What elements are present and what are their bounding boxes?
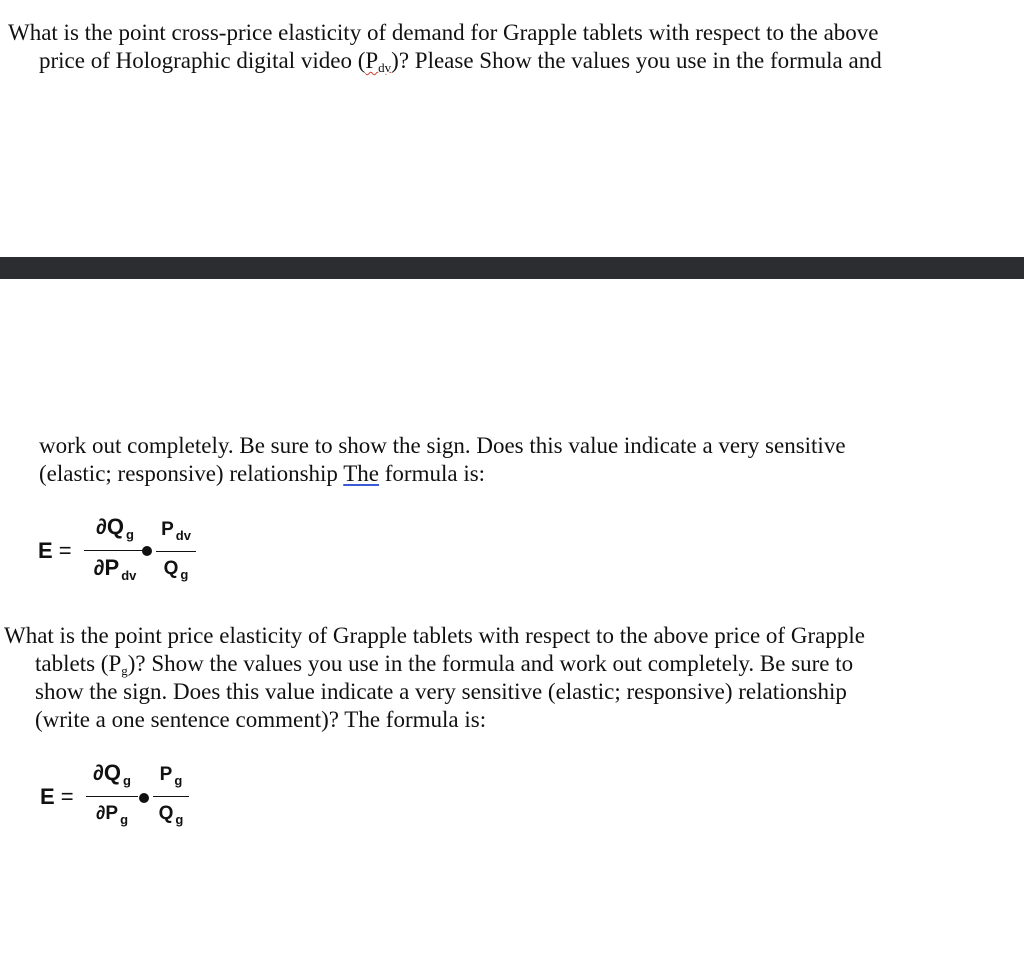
formula-1-ratio-denominator: Q $_g$ <box>163 558 189 582</box>
the-underlined-word: The <box>343 461 380 486</box>
formula-2-ratio-fraction <box>153 762 189 833</box>
formula-2-derivative-denominator: ∂P $_g$ <box>95 803 129 827</box>
formula-1-derivative-numerator: ∂Q $_g$ <box>84 514 146 551</box>
question-2-line-2-post: )? Show the values you use in the formula and work out completely. Be sure to <box>127 651 854 676</box>
question-2-line-3: show the sign. Does this value indicate a very sensitive (elastic; responsive) relationship <box>35 679 847 704</box>
formula-2-derivative-numerator: ∂Q $_g$ <box>86 760 138 797</box>
multiply-dot-icon <box>142 546 152 556</box>
question-1-line-1: What is the point cross-price elasticity of demand for Grapple tablets with respect to the above <box>8 20 879 45</box>
price-elasticity-formula <box>40 758 210 838</box>
question-1-cont-line-1: work out completely. Be sure to show the sign. Does this value indicate a very sensitive <box>39 433 846 458</box>
question-1-line-2-pre: price of Holographic digital video ( <box>39 48 366 73</box>
question-1-text <box>8 19 1024 75</box>
page-break-divider <box>0 257 1024 279</box>
formula-2-derivative-fraction <box>86 760 138 833</box>
question-1-line-2-post: )? Please Show the values you use in the formula and <box>391 48 882 73</box>
formula-2-ratio-numerator: P $_g$ <box>153 762 189 797</box>
p-g-symbol: $P_g$ <box>108 651 128 678</box>
question-2-line-4: (write a one sentence comment)? The formula is: <box>35 707 487 732</box>
question-2-text <box>4 622 1024 734</box>
question-1-cont-line-2-pre: (elastic; responsive) relationship <box>39 461 344 486</box>
formula-2-lhs: E = <box>40 784 74 809</box>
formula-1-lhs: E = <box>38 538 72 563</box>
formula-1-ratio-fraction <box>156 517 196 588</box>
cross-price-elasticity-formula <box>38 514 218 594</box>
formula-2-ratio-denominator: Q $_g$ <box>158 803 184 827</box>
p-dv-symbol: $P_{dv}$ <box>365 48 392 75</box>
question-1-cont-line-2-post: formula is: <box>379 461 486 486</box>
multiply-dot-icon <box>139 793 149 803</box>
question-2-line-1: What is the point price elasticity of Grapple tablets with respect to the above price of Grapple <box>4 623 865 648</box>
question-2-line-2-pre: tablets ( <box>35 651 109 676</box>
question-1-continuation <box>39 432 1009 488</box>
formula-1-ratio-numerator: P $_{dv}$ <box>156 517 196 552</box>
formula-1-derivative-denominator: ∂P $_{dv}$ <box>93 555 137 583</box>
formula-1-derivative-fraction <box>84 514 146 589</box>
